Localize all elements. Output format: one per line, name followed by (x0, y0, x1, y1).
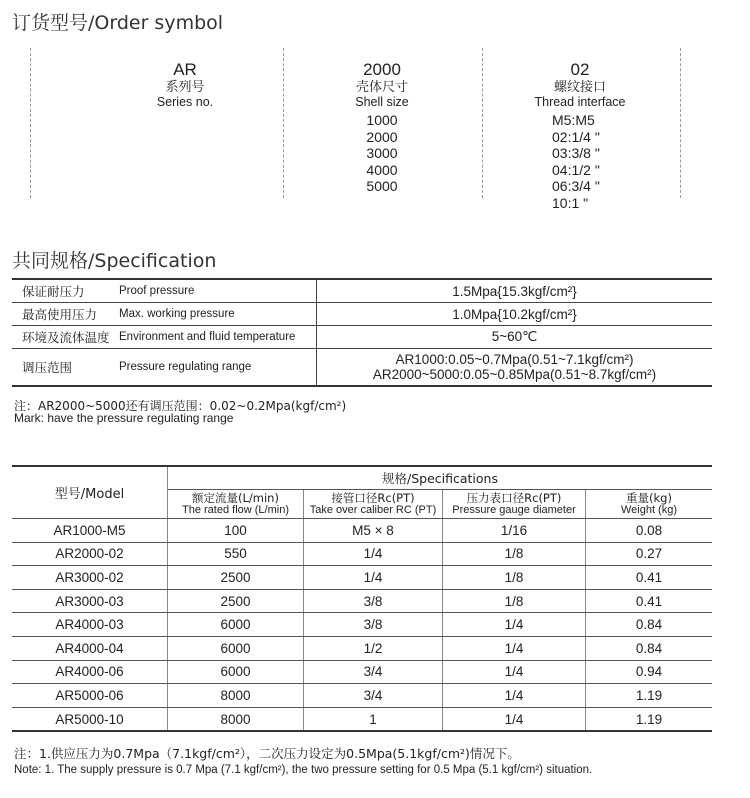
range-line: AR2000~5000:0.05~0.85Mpa(0.51~8.7kgf/cm²) (372, 367, 657, 382)
spec-note-en: Mark: have the pressure regulating range (14, 411, 234, 425)
spec-value: 1.0Mpa{10.2kgf/cm²} (317, 303, 713, 326)
list-item: 02:1/4 " (552, 128, 600, 145)
cell-model: AR4000-04 (12, 636, 168, 660)
shell-column (307, 60, 457, 195)
shell-en: Shell size (355, 95, 409, 109)
cell-flow: 6000 (168, 613, 304, 637)
cell-flow: 2500 (168, 589, 304, 613)
cell-flow: 6000 (168, 636, 304, 660)
table-row (12, 684, 712, 708)
cell-model: AR4000-06 (12, 660, 168, 684)
table-header-row (12, 466, 712, 490)
cell-weight: 0.08 (586, 519, 713, 543)
table-row (12, 613, 712, 637)
column-header-cn: 压力表口径Rc(PT) (466, 491, 562, 505)
list-item: 5000 (366, 178, 398, 194)
list-item: 2000 (366, 128, 398, 145)
cell-weight: 0.41 (586, 589, 713, 613)
cell-gauge: 1/4 (443, 636, 586, 660)
column-header-en: Pressure gauge diameter (452, 504, 576, 516)
cell-weight: 0.84 (586, 636, 713, 660)
spec-cn: 环境及流体温度 (12, 326, 119, 349)
footer-note-en: Note: 1. The supply pressure is 0.7 Mpa (7.1 kgf/cm²), the two pressure setting for 0.5 Mpa (5.1 kgf/cm²) situation. (14, 764, 593, 776)
table-row (12, 636, 712, 660)
table-row (12, 303, 712, 326)
spec-cn: 调压范围 (12, 349, 119, 387)
thread-options (505, 112, 655, 211)
table-row (12, 519, 712, 543)
cell-model: AR5000-06 (12, 684, 168, 708)
table-row (12, 660, 712, 684)
spec-cn: 保证耐压力 (12, 279, 119, 303)
list-item: 1000 (366, 112, 398, 128)
column-header-cn: 重量(kg) (626, 491, 672, 505)
column-header (443, 490, 586, 519)
cell-weight: 0.41 (586, 566, 713, 590)
cell-model: AR5000-10 (12, 707, 168, 731)
cell-gauge: 1/4 (443, 613, 586, 637)
table-row (12, 542, 712, 566)
cell-caliber: 1 (304, 707, 443, 731)
column-header-cn: 接管口径Rc(PT) (331, 491, 415, 505)
column-header-en: Weight (kg) (620, 504, 678, 516)
series-cn: 系列号 (165, 80, 205, 95)
spec-note-cn: 注：AR2000~5000还有调压范围：0.02~0.2Mpa(kgf/cm²) (14, 399, 347, 413)
divider (283, 48, 284, 198)
cell-weight: 1.19 (586, 707, 713, 731)
range-line: AR1000:0.05~0.7Mpa(0.51~7.1kgf/cm²) (395, 352, 634, 367)
cell-gauge: 1/8 (443, 566, 586, 590)
list-item: 4000 (366, 161, 398, 178)
list-item: 10:1 " (552, 194, 589, 211)
spec-en: Max. working pressure (119, 303, 317, 326)
table-row (12, 326, 712, 349)
list-item: 06:3/4 " (552, 178, 600, 194)
cell-model: AR3000-03 (12, 589, 168, 613)
cell-weight: 1.19 (586, 684, 713, 708)
cell-model: AR1000-M5 (12, 519, 168, 543)
series-code: AR (173, 60, 197, 79)
column-header (586, 490, 713, 519)
table-row (12, 279, 712, 303)
divider (30, 48, 31, 198)
series-column (110, 60, 260, 110)
cell-flow: 8000 (168, 684, 304, 708)
table-row (12, 566, 712, 590)
column-header-cn: 额定流量(L/min) (192, 491, 279, 505)
model-table (12, 465, 712, 732)
cell-weight: 0.84 (586, 613, 713, 637)
cell-weight: 0.27 (586, 542, 713, 566)
thread-code: 02 (570, 60, 590, 79)
cell-model: AR3000-02 (12, 566, 168, 590)
cell-gauge: 1/16 (443, 519, 586, 543)
column-header (304, 490, 443, 519)
spec-value: 1.5Mpa{15.3kgf/cm²} (317, 279, 713, 303)
thread-en: Thread interface (534, 95, 626, 109)
shell-cn: 壳体尺寸 (355, 80, 408, 95)
cell-caliber: 3/4 (304, 684, 443, 708)
model-header: 型号/Model (12, 466, 168, 519)
column-header (168, 490, 304, 519)
cell-model: AR2000-02 (12, 542, 168, 566)
cell-flow: 550 (168, 542, 304, 566)
spec-en: Environment and fluid temperature (119, 326, 317, 349)
shell-code: 2000 (363, 60, 401, 79)
table-row (12, 589, 712, 613)
specification-title: 共同规格/Specification (12, 250, 217, 272)
divider (482, 48, 483, 198)
thread-column (505, 60, 655, 211)
cell-model: AR4000-03 (12, 613, 168, 637)
column-header-en: The rated flow (L/min) (182, 504, 289, 516)
cell-caliber: 1/4 (304, 542, 443, 566)
spec-cn: 最高使用压力 (12, 303, 119, 326)
shell-options (307, 112, 457, 195)
spec-value: 5~60℃ (317, 326, 713, 349)
list-item: 3000 (366, 145, 398, 161)
cell-gauge: 1/4 (443, 707, 586, 731)
list-item: 04:1/2 " (552, 161, 600, 178)
divider (680, 48, 681, 198)
cell-flow: 6000 (168, 660, 304, 684)
list-item: M5:M5 (552, 112, 595, 128)
footer-note-cn: 注：1.供应压力为0.7Mpa（7.1kgf/cm²），二次压力设定为0.5Mpa(5.1kgf/cm²)情况下。 (14, 746, 520, 761)
column-header-en: Take over caliber RC (PT) (309, 504, 437, 516)
order-symbol-title: 订货型号/Order symbol (12, 12, 224, 34)
cell-caliber: 1/4 (304, 566, 443, 590)
cell-gauge: 1/8 (443, 542, 586, 566)
cell-gauge: 1/4 (443, 684, 586, 708)
specifications-header: 规格/Specifications (168, 466, 713, 490)
cell-gauge: 1/8 (443, 589, 586, 613)
cell-caliber: 3/8 (304, 589, 443, 613)
cell-caliber: 1/2 (304, 636, 443, 660)
table-row (12, 349, 712, 387)
cell-caliber: M5 × 8 (304, 519, 443, 543)
series-en: Series no. (156, 95, 214, 109)
spec-value (317, 349, 713, 387)
cell-caliber: 3/8 (304, 613, 443, 637)
cell-flow: 100 (168, 519, 304, 543)
cell-flow: 2500 (168, 566, 304, 590)
table-row (12, 707, 712, 731)
thread-cn: 螺纹接口 (553, 80, 606, 95)
spec-en: Pressure regulating range (119, 349, 317, 387)
specification-table (12, 278, 712, 387)
cell-gauge: 1/4 (443, 660, 586, 684)
list-item: 03:3/8 " (552, 145, 600, 161)
cell-flow: 8000 (168, 707, 304, 731)
cell-weight: 0.94 (586, 660, 713, 684)
spec-en: Proof pressure (119, 279, 317, 303)
cell-caliber: 3/4 (304, 660, 443, 684)
